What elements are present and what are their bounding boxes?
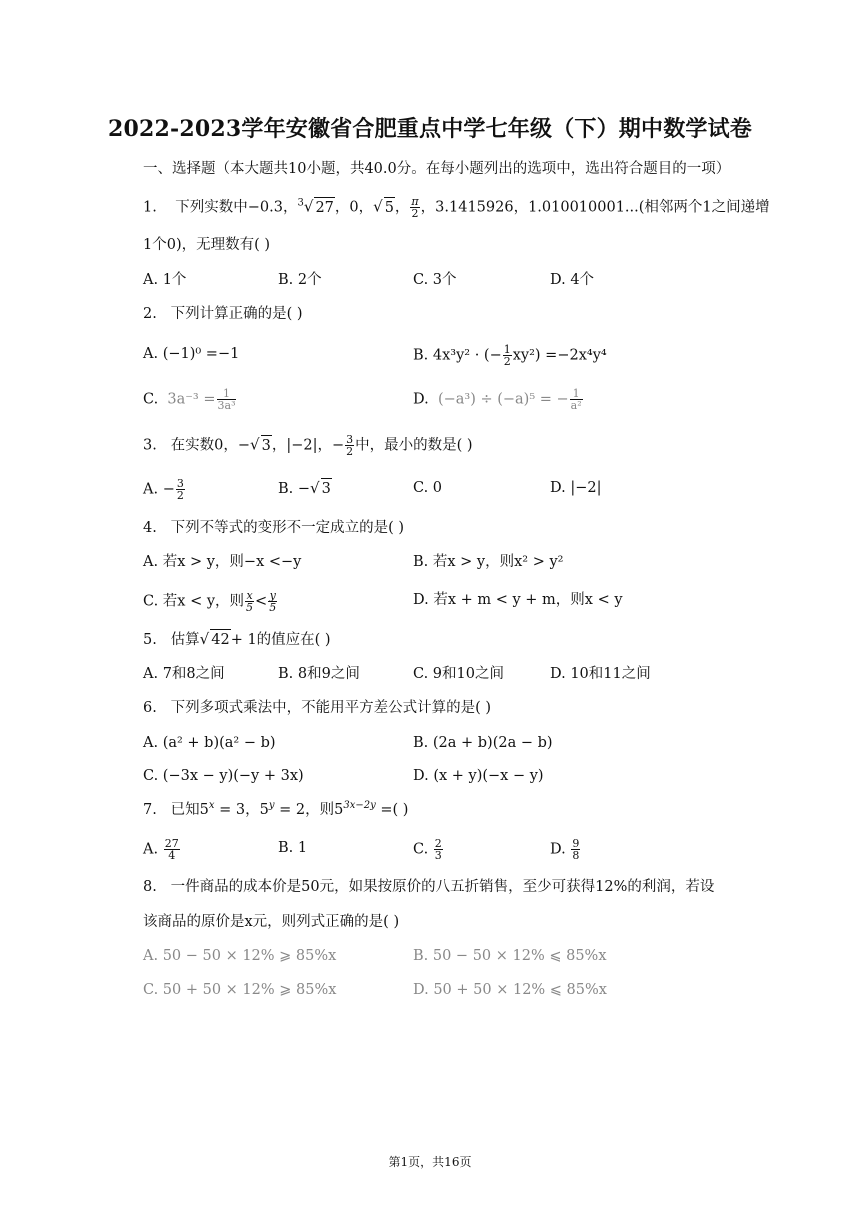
question-8-cont: 该商品的原价是x元，则列式正确的是( ) bbox=[143, 914, 400, 930]
page-title: 2022-2023学年安徽省合肥重点中学七年级（下）期中数学试卷 bbox=[108, 116, 752, 142]
question-2: 2. 下列计算正确的是( ) bbox=[143, 306, 303, 322]
option-c: C. 若x < y，则 $\frac{x}{5}$ < $\frac{y}{5}$ bbox=[143, 589, 277, 614]
question-number: 7. bbox=[143, 802, 157, 818]
option-a: A. 50 − 50 × 12% ⩾ 85%x bbox=[143, 948, 337, 964]
option-d: D. $\frac{9}{8}$ bbox=[550, 837, 580, 862]
option-a: A. $\frac{27}{4}$ bbox=[143, 837, 179, 862]
page-footer: 第1页，共16页 bbox=[388, 1155, 472, 1169]
question-3: 3. 在实数0，−√ 3，|−2|，− $\frac{3}{2}$ 中，最小的数是( ) bbox=[143, 433, 473, 458]
option-c: C. 3个 bbox=[413, 272, 457, 288]
option-d: D. (x + y)(−x − y) bbox=[413, 768, 544, 784]
option-a: A. (−1)⁰ =−1 bbox=[143, 346, 240, 362]
option-c: C. 50 + 50 × 12% ⩾ 85%x bbox=[143, 982, 337, 998]
option-d: D. 10和11之间 bbox=[550, 666, 651, 682]
option-b: B. 1 bbox=[278, 840, 308, 856]
option-a: A. 7和8之间 bbox=[143, 666, 225, 682]
option-c: C. 0 bbox=[413, 480, 443, 496]
option-a: A. (a² + b)(a² − b) bbox=[143, 735, 276, 751]
option-b: B. 2个 bbox=[278, 272, 322, 288]
option-a: A. 1个 bbox=[143, 272, 187, 288]
question-1-cont: 1个0)，无理数有( ) bbox=[143, 237, 271, 253]
option-d: D. |−2| bbox=[550, 480, 602, 496]
fraction: $\frac{\pi}{2}$ bbox=[411, 195, 419, 220]
option-c: C. 3a⁻³ = $\frac{1}{\text{3a³}}$ bbox=[143, 387, 236, 412]
question-6: 6. 下列多项式乘法中，不能用平方差公式计算的是( ) bbox=[143, 700, 492, 716]
option-a: A. 若x > y，则−x <−y bbox=[143, 554, 302, 570]
cube-root-arg: 27 bbox=[314, 197, 334, 218]
question-number: 8. bbox=[143, 879, 157, 895]
question-number: 6. bbox=[143, 700, 157, 716]
question-number: 2. bbox=[143, 306, 157, 322]
option-d: D. 若x + m < y + m，则x < y bbox=[413, 592, 623, 608]
option-d: D. 50 + 50 × 12% ⩽ 85%x bbox=[413, 982, 607, 998]
option-b: B. 50 − 50 × 12% ⩽ 85%x bbox=[413, 948, 607, 964]
option-d: D. 4个 bbox=[550, 272, 595, 288]
section-heading: 一、选择题（本大题共10小题，共40.0分。在每小题列出的选项中，选出符合题目的一项） bbox=[143, 161, 731, 177]
option-a: A. − $\frac{3}{2}$ bbox=[143, 477, 184, 502]
option-b: B. 若x > y，则x² > y² bbox=[413, 554, 564, 570]
question-7: 7. 已知5$^x$ = 3，5$^y$ = 2，则$5^{3x-2y}$ =( ) bbox=[143, 800, 409, 818]
question-number: 5. bbox=[143, 632, 157, 648]
question-number: 3. bbox=[143, 437, 157, 454]
question-number: 4. bbox=[143, 520, 157, 536]
question-number: 1. bbox=[143, 199, 157, 216]
option-b: B. (2a + b)(2a − b) bbox=[413, 735, 553, 751]
question-4: 4. 下列不等式的变形不一定成立的是( ) bbox=[143, 520, 405, 536]
option-b: B. 4x³y² · (− $\frac{1}{2}$ xy²) =−2x⁴y⁴ bbox=[413, 343, 607, 368]
option-c: C. $\frac{2}{3}$ bbox=[413, 837, 442, 862]
root-index: 3 bbox=[297, 197, 304, 209]
option-b: B. −√ 3 bbox=[278, 479, 331, 497]
option-d: D. (−a³) ÷ (−a)⁵ = − $\frac{1}{\text{a²}}$ bbox=[413, 387, 582, 412]
option-c: C. (−3x − y)(−y + 3x) bbox=[143, 768, 304, 784]
option-b: B. 8和9之间 bbox=[278, 666, 360, 682]
option-c: C. 9和10之间 bbox=[413, 666, 504, 682]
sqrt-arg: 5 bbox=[384, 197, 395, 218]
question-1: 1. 下列实数中−0.3，$^3$√ 27，0，√ 5， $\frac{\pi}{2}$ ，3.1415926，1.010010001...(相邻两个1之间递增 bbox=[143, 195, 770, 220]
question-8: 8. 一件商品的成本价是50元，如果按原价的八五折销售，至少可获得12%的利润，若设 bbox=[143, 879, 715, 895]
question-5: 5. 估算√ 42+ 1的值应在( ) bbox=[143, 630, 331, 648]
